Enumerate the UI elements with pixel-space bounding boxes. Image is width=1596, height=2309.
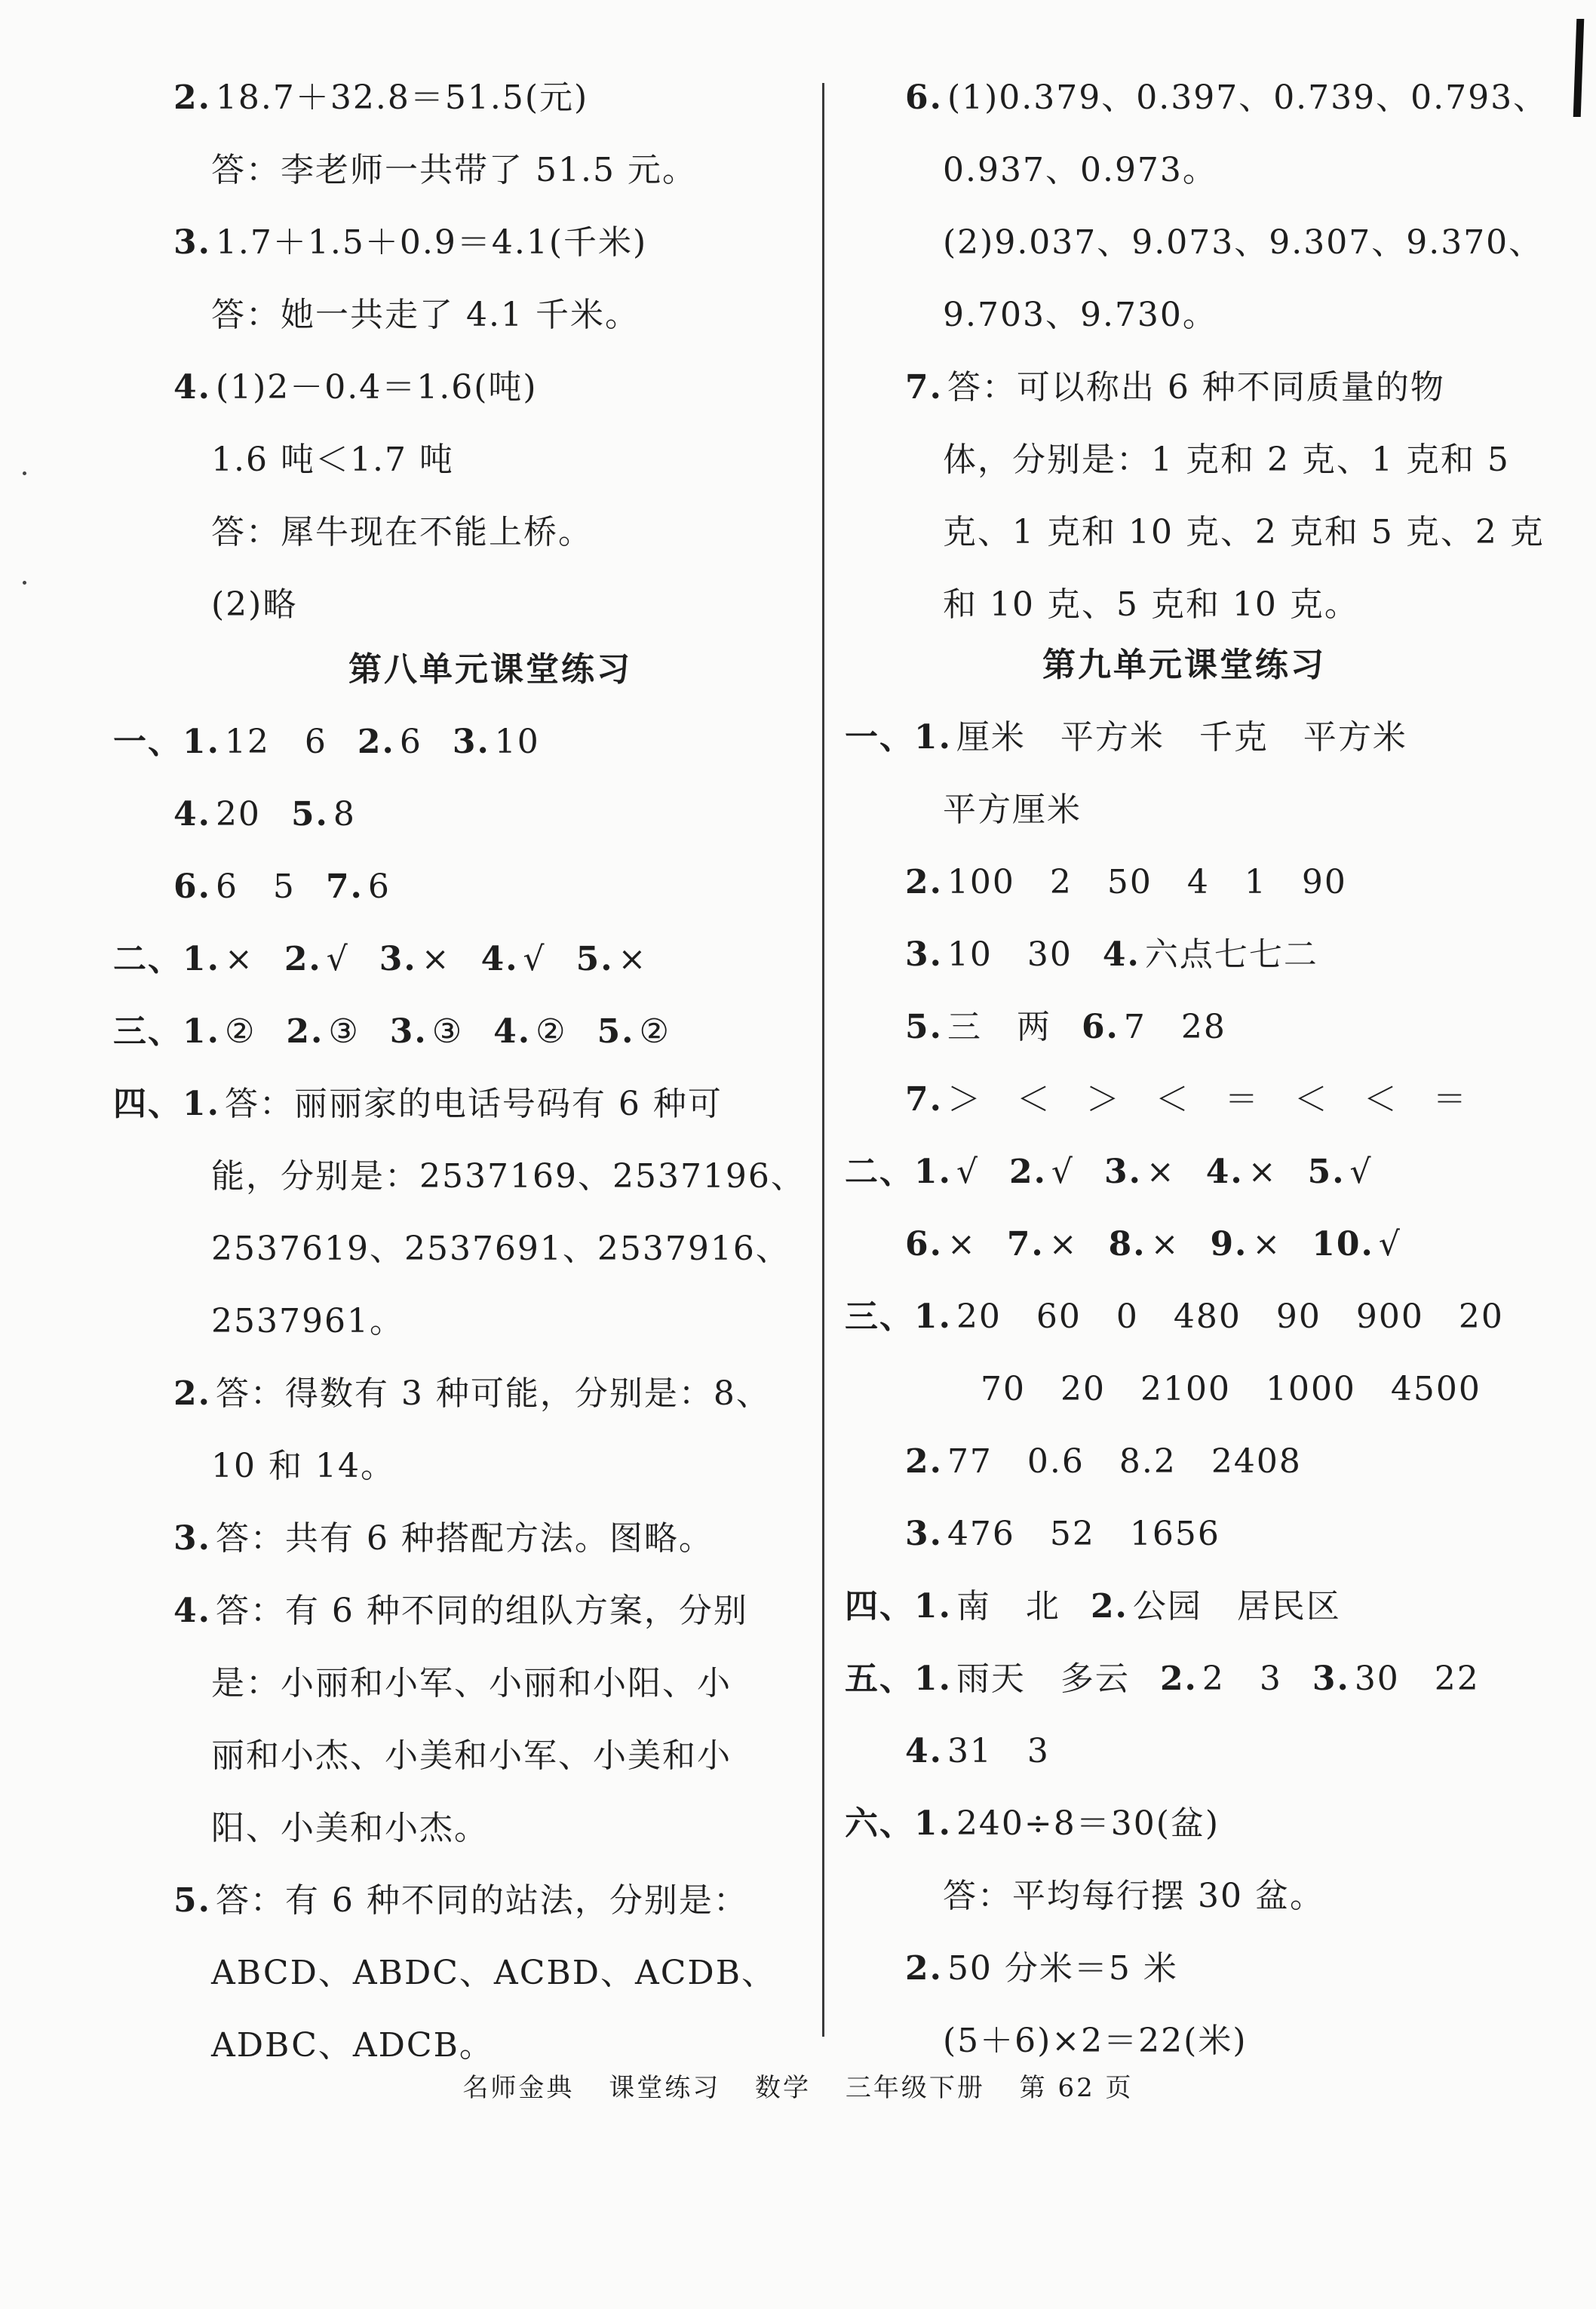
equation: 240÷8＝30(盆)	[956, 1804, 1220, 1843]
answer-value: 20	[215, 795, 261, 834]
section-label: 一、1.	[845, 718, 952, 757]
answer-text: 阳、小美和小杰。	[211, 1809, 489, 1847]
answer-line	[173, 365, 538, 410]
section-label: 五、1.	[845, 1660, 952, 1698]
answer-choice: ②	[224, 1012, 256, 1051]
answer-text: 厘米 平方米 千克 平方米	[956, 718, 1407, 757]
answer-text: 答：丽丽家的电话号码有 6 种可	[224, 1085, 723, 1123]
question-number: 6.	[173, 867, 211, 906]
answer-mark: ×	[1252, 1225, 1282, 1264]
answer-text: 答：可以称出 6 种不同质量的物	[947, 368, 1445, 407]
equation: (1)2－0.4＝1.6(吨)	[215, 368, 538, 407]
question-number: 2.	[905, 1949, 943, 1988]
answer-mark: √	[523, 940, 546, 978]
section-label: 一、1.	[113, 723, 220, 761]
question-number: 2.	[1159, 1660, 1198, 1698]
answer-value: 6	[367, 867, 391, 906]
question-number: 2.	[284, 940, 322, 978]
answer-line	[905, 860, 1347, 905]
answer-text: 丽和小杰、小美和小军、小美和小	[211, 1736, 732, 1775]
question-number: 4.	[173, 795, 211, 834]
question-number: 4.	[1205, 1153, 1244, 1191]
equation: (5＋6)×2＝22(米)	[943, 2022, 1248, 2060]
section-label: 三、1.	[113, 1012, 220, 1051]
answer-mark: √	[1349, 1153, 1373, 1191]
answer-line	[845, 1801, 1220, 1847]
question-number: 5.	[905, 1008, 943, 1046]
answer-value: 10	[494, 723, 540, 761]
question-number: 7.	[325, 867, 364, 906]
answer-value: 476 52 1656	[947, 1515, 1220, 1553]
unit-heading: 第九单元课堂练习	[1042, 646, 1326, 684]
answer-value: 30 22	[1354, 1660, 1480, 1698]
answer-text: 2537961。	[211, 1302, 404, 1340]
answer-line	[113, 1009, 671, 1055]
answer-line	[905, 1005, 1226, 1050]
answer-mark: ×	[1048, 1225, 1079, 1264]
section-label: 四、1.	[113, 1085, 220, 1123]
answer-text: 答：有 6 种不同的站法，分别是：	[215, 1881, 748, 1920]
answer-choice: ③	[328, 1012, 360, 1051]
answer-text: 答：李老师一共带了 51.5 元。	[211, 151, 697, 189]
answer-text: 0.937、0.973。	[943, 151, 1217, 189]
equation: 1.7＋1.5＋0.9＝4.1(千米)	[215, 223, 648, 262]
answer-line	[905, 1729, 1050, 1774]
answer-value: 8	[333, 795, 356, 834]
answer-line	[845, 1294, 1504, 1340]
answer-text: 平方厘米	[943, 791, 1082, 829]
answer-value: 12 6	[224, 723, 327, 761]
answer-value: 6	[399, 723, 422, 761]
answer-text: 答：有 6 种不同的组队方案，分别	[215, 1592, 748, 1630]
answer-mark: ×	[1248, 1153, 1278, 1191]
question-number: 6.	[905, 78, 943, 117]
answer-text: 和 10 克、5 克和 10 克。	[943, 585, 1359, 624]
question-number: 5.	[597, 1012, 635, 1051]
answer-choice: ②	[639, 1012, 671, 1051]
answer-text: 9.703、9.730。	[943, 296, 1217, 334]
question-number: 6.	[1081, 1008, 1119, 1046]
question-number: 3.	[173, 223, 211, 262]
answer-mark: ×	[1150, 1225, 1180, 1264]
answer-text: 体，分别是：1 克和 2 克、1 克和 5	[943, 441, 1510, 479]
answer-value: 7 28	[1123, 1008, 1226, 1046]
equation: 50 分米＝5 米	[947, 1949, 1178, 1988]
answer-text: 答：共有 6 种搭配方法。图略。	[215, 1519, 714, 1558]
answer-line	[173, 792, 356, 837]
question-number: 3.	[1312, 1660, 1350, 1698]
answer-value: 三 两	[947, 1008, 1051, 1046]
question-number: 2.	[905, 1442, 943, 1481]
answer-value: 77 0.6 8.2 2408	[947, 1442, 1302, 1481]
answer-line	[173, 1589, 748, 1634]
comparison: 1.6 吨＜1.7 吨	[211, 441, 454, 479]
question-number: 5.	[575, 940, 614, 978]
answer-text: ABCD、ABDC、ACBD、ACDB、	[211, 1954, 777, 1992]
answer-text: 克、1 克和 10 克、2 克和 5 克、2 克	[943, 513, 1545, 551]
question-number: 4.	[1102, 935, 1140, 974]
question-number: 7.	[905, 1080, 943, 1119]
question-number: 8.	[1108, 1225, 1146, 1264]
answer-mark: √	[956, 1153, 979, 1191]
question-number: 3.	[389, 1012, 428, 1051]
scan-dot	[23, 581, 26, 585]
answer-value: 2 3	[1202, 1660, 1282, 1698]
unit-heading: 第八单元课堂练习	[348, 650, 632, 689]
question-number: 3.	[905, 935, 943, 974]
footer-book-title: 名师金典	[462, 2073, 575, 2103]
question-number: 2.	[1008, 1153, 1047, 1191]
footer-series: 课堂练习	[609, 2073, 721, 2103]
question-number: 4.	[493, 1012, 532, 1051]
answer-text: (1)0.379、0.397、0.739、0.793、	[947, 78, 1548, 117]
answer-line	[173, 1878, 748, 1924]
question-number: 3.	[452, 723, 490, 761]
answer-value: 雨天 多云	[956, 1660, 1130, 1698]
question-number: 5.	[173, 1881, 211, 1920]
answer-mark: ×	[224, 940, 254, 978]
question-number: 2.	[1090, 1587, 1128, 1626]
question-number: 3.	[379, 940, 417, 978]
answer-text: ADBC、ADCB。	[211, 2026, 494, 2065]
answer-text: (2)略	[211, 585, 298, 624]
section-label: 六、1.	[845, 1804, 952, 1843]
question-number: 2.	[173, 78, 211, 117]
answer-text: 是：小丽和小军、小丽和小阳、小	[211, 1664, 732, 1703]
answer-mark: ×	[618, 940, 648, 978]
question-number: 2.	[357, 723, 395, 761]
answer-choice: ②	[536, 1012, 567, 1051]
answer-line	[173, 1516, 714, 1561]
answer-value: 31 3	[947, 1732, 1050, 1770]
footer-subject: 数学	[755, 2073, 812, 2103]
answer-value: 20 60 0 480 90 900 20	[956, 1297, 1504, 1336]
answer-text: 答：得数有 3 种可能，分别是：8、	[215, 1374, 771, 1413]
answer-line	[905, 1077, 1468, 1122]
answer-line	[845, 1657, 1480, 1702]
answer-value: ＞ ＜ ＞ ＜ ＝ ＜ ＜ ＝	[947, 1080, 1468, 1119]
question-number: 3.	[905, 1515, 943, 1553]
answer-text: 答：平均每行摆 30 盆。	[943, 1877, 1324, 1915]
question-number: 4.	[173, 1592, 211, 1630]
question-number: 5.	[1307, 1153, 1346, 1191]
answer-text: 10 和 14。	[211, 1447, 395, 1485]
answer-line	[905, 365, 1445, 410]
answer-line	[113, 937, 647, 982]
question-number: 3.	[173, 1519, 211, 1558]
answer-line	[905, 1512, 1220, 1557]
answer-line	[905, 75, 1548, 121]
scan-edge-mark	[1573, 19, 1585, 117]
question-number: 4.	[173, 368, 211, 407]
answer-mark: √	[1051, 1153, 1074, 1191]
answer-line	[845, 715, 1407, 760]
answer-line	[905, 932, 1318, 978]
answer-value: 70 20 2100 1000 4500	[981, 1370, 1481, 1408]
question-number: 7.	[1006, 1225, 1045, 1264]
answer-value: 公园 居民区	[1132, 1587, 1341, 1626]
equation: 18.7＋32.8＝51.5(元)	[215, 78, 589, 117]
answer-text: (2)9.037、9.073、9.307、9.370、	[943, 223, 1544, 262]
answer-line	[113, 720, 540, 765]
question-number: 2.	[286, 1012, 324, 1051]
question-number: 4.	[905, 1732, 943, 1770]
footer-page-number: 第 62 页	[1019, 2073, 1134, 2103]
question-number: 2.	[905, 863, 943, 901]
question-number: 5.	[290, 795, 329, 834]
column-divider	[822, 83, 824, 2037]
question-number: 9.	[1210, 1225, 1248, 1264]
answer-line	[113, 1082, 723, 1127]
question-number: 10.	[1312, 1225, 1374, 1264]
answer-line	[845, 1150, 1373, 1195]
answer-mark: √	[326, 940, 349, 978]
answer-value: 10 30	[947, 935, 1073, 974]
answer-line	[173, 864, 391, 910]
answer-mark: ×	[947, 1225, 977, 1264]
answer-mark: ×	[421, 940, 451, 978]
answer-value: 六点七七二	[1144, 935, 1318, 974]
answer-line	[905, 1439, 1302, 1485]
answer-line	[173, 220, 647, 266]
answer-mark: √	[1378, 1225, 1401, 1264]
answer-line	[173, 75, 588, 121]
answer-text: 答：犀牛现在不能上桥。	[211, 513, 593, 551]
section-label: 三、1.	[845, 1297, 952, 1336]
answer-line	[845, 1584, 1341, 1629]
question-number: 6.	[905, 1225, 943, 1264]
section-label: 二、1.	[845, 1153, 952, 1191]
section-label: 二、1.	[113, 940, 220, 978]
answer-line	[905, 1222, 1401, 1267]
answer-text: 能，分别是：2537169、2537196、	[211, 1157, 806, 1196]
answer-text: 2537619、2537691、2537916、	[211, 1230, 790, 1268]
question-number: 4.	[480, 940, 519, 978]
answer-line	[905, 1946, 1178, 1991]
page-footer	[0, 2067, 1596, 2104]
answer-mark: ×	[1146, 1153, 1176, 1191]
answer-choice: ③	[431, 1012, 464, 1051]
section-label: 四、1.	[845, 1587, 952, 1626]
scan-dot	[23, 471, 26, 475]
answer-line	[173, 1371, 771, 1417]
question-number: 2.	[173, 1374, 211, 1413]
answer-value: 100 2 50 4 1 90	[947, 863, 1347, 901]
footer-grade: 三年级下册	[845, 2073, 985, 2103]
question-number: 7.	[905, 368, 943, 407]
answer-value: 6 5	[215, 867, 296, 906]
answer-text: 答：她一共走了 4.1 千米。	[211, 296, 640, 334]
question-number: 3.	[1103, 1153, 1142, 1191]
answer-value: 南 北	[956, 1587, 1060, 1626]
